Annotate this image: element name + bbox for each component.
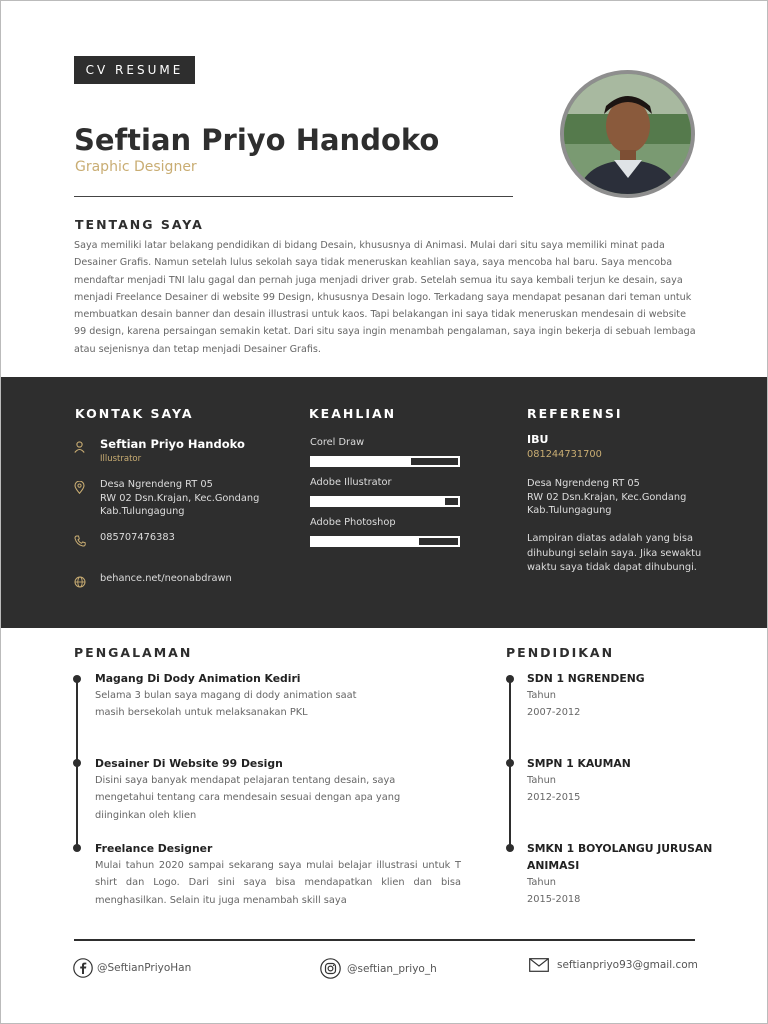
- footer-email[interactable]: [529, 958, 698, 972]
- facebook-icon: [73, 958, 93, 978]
- timeline-dot: [73, 844, 81, 852]
- experience-item-desc: Disini saya banyak mendapat pelajaran tentang desain, saya mengetahui tentang cara mendesain sesuai dengan apa yang diinginkan oleh klien: [95, 775, 401, 821]
- globe-icon: [74, 573, 86, 592]
- reference-note: Lampiran diatas adalah yang bisa dihubungi selain saya. Jika sewaktu waktu saya tidak dapat dihubungi.: [527, 533, 702, 573]
- contact-phone-row: [74, 531, 175, 551]
- contact-address-line-2: RW 02 Dsn.Krajan, Kec.Gondang: [100, 492, 260, 504]
- footer-facebook[interactable]: [73, 958, 191, 978]
- reference-address-line-2: RW 02 Dsn.Krajan, Kec.Gondang: [527, 491, 687, 503]
- contact-address-line-3: Kab.Tulungagung: [100, 506, 185, 517]
- profile-photo: [560, 70, 695, 198]
- person-icon: [74, 438, 86, 457]
- skill-bar-fill: [312, 538, 419, 545]
- header-divider: [74, 196, 513, 197]
- skill-label: Corel Draw: [310, 437, 365, 448]
- contact-address: [74, 478, 259, 519]
- education-years: 2007-2012: [527, 707, 581, 718]
- education-years: 2015-2018: [527, 894, 581, 905]
- education-year-label: Tahun: [527, 877, 556, 888]
- skill-label: Adobe Photoshop: [310, 517, 396, 528]
- timeline-dot: [73, 675, 81, 683]
- skill-bar: [310, 496, 460, 507]
- education-item-title: SMPN 1 KAUMAN: [527, 757, 631, 770]
- about-text: Saya memiliki latar belakang pendidikan di bidang Desain, khususnya di Animasi. Mulai dari situ saya memiliki minat pada Desainer Grafis. Namun setelah lulus sekolah saya tidak meneruskan keahlian saya, saya mencoba hal baru. Saya mencoba mendaftar menjadi TNI lalu gagal dan pernah juga menjadi driver grab. Setelah semua itu saya kembali terjun ke desain, saya menjadi Freelance Desainer di website 99 Design, khususnya Desain logo. Terkadang saya mendapat pesanan dari teman untuk membuatkan desain banner dan desain illustrasi untuk kaos. Tapi belakangan ini saya tidak meneruskan mendesain di website 99 design, karena persaingan semakin ketat. Dari situ saya ingin menambah pengalaman, saya ingin bekerja di sebuah lembaga atau sejenisnya dan tetap menjadi Desainer Grafis.: [74, 240, 696, 355]
- education-year-label: Tahun: [527, 775, 556, 786]
- experience-title: PENGALAMAN: [74, 645, 193, 660]
- contact-person: [74, 437, 245, 464]
- reference-address-line-3: Kab.Tulungagung: [527, 505, 612, 516]
- timeline-dot: [73, 759, 81, 767]
- skill-bar-fill: [312, 458, 411, 465]
- skills-title: KEAHLIAN: [309, 406, 397, 421]
- instagram-handle: @seftian_priyo_h: [347, 962, 437, 975]
- location-pin-icon: [74, 479, 86, 498]
- about-title: TENTANG SAYA: [75, 217, 204, 232]
- resume-role: Graphic Designer: [75, 159, 197, 175]
- contact-name: Seftian Priyo Handoko: [100, 437, 245, 451]
- footer-instagram[interactable]: [320, 958, 437, 979]
- cv-resume-badge: CV RESUME: [74, 56, 195, 84]
- timeline-dot: [506, 844, 514, 852]
- contact-phone: 085707476383: [100, 532, 175, 543]
- skill-bar: [310, 536, 460, 547]
- timeline-dot: [506, 675, 514, 683]
- contact-website[interactable]: behance.net/neonabdrawn: [100, 573, 232, 584]
- mail-icon: [529, 958, 549, 972]
- skill-bar-fill: [312, 498, 445, 505]
- email-address: seftianpriyo93@gmail.com: [557, 959, 698, 971]
- experience-item-title: Freelance Designer: [95, 842, 213, 855]
- experience-item-desc: Selama 3 bulan saya magang di dody animation saat masih bersekolah untuk melaksanakan PKL: [95, 690, 357, 719]
- education-item-title-line-2: ANIMASI: [527, 859, 580, 872]
- resume-name: Seftian Priyo Handoko: [74, 123, 440, 157]
- experience-item-desc: Mulai tahun 2020 sampai sekarang saya mulai belajar illustrasi untuk T shirt dan Logo. Dari sini saya bisa mendapatkan klien dan bisa menghasilkan. Selain itu juga menambah skill saya: [95, 860, 461, 906]
- phone-icon: [74, 532, 86, 551]
- reference-phone: 081244731700: [527, 449, 602, 460]
- reference-address-line-1: Desa Ngrendeng RT 05: [527, 478, 640, 489]
- education-year-label: Tahun: [527, 690, 556, 701]
- timeline-dot: [506, 759, 514, 767]
- skill-label: Adobe Illustrator: [310, 477, 392, 488]
- contact-address-line-1: Desa Ngrendeng RT 05: [100, 479, 213, 490]
- contact-website-row: [74, 572, 232, 592]
- education-item-title: SMKN 1 BOYOLANGU JURUSAN: [527, 842, 713, 855]
- footer-divider: [74, 939, 695, 941]
- contact-subtitle: Illustrator: [100, 454, 142, 464]
- education-title: PENDIDIKAN: [506, 645, 615, 660]
- education-item-title: SDN 1 NGRENDENG: [527, 672, 645, 685]
- education-years: 2012-2015: [527, 792, 581, 803]
- instagram-icon: [320, 958, 341, 979]
- skill-bar: [310, 456, 460, 467]
- experience-item-title: Desainer Di Website 99 Design: [95, 757, 283, 770]
- contact-title: KONTAK SAYA: [75, 406, 194, 421]
- experience-item-title: Magang Di Dody Animation Kediri: [95, 672, 301, 685]
- portrait-illustration: [564, 74, 691, 194]
- reference-title: REFERENSI: [527, 406, 623, 421]
- reference-address: [527, 477, 686, 518]
- facebook-handle: @SeftianPriyoHan: [97, 962, 192, 974]
- reference-name: IBU: [527, 433, 549, 446]
